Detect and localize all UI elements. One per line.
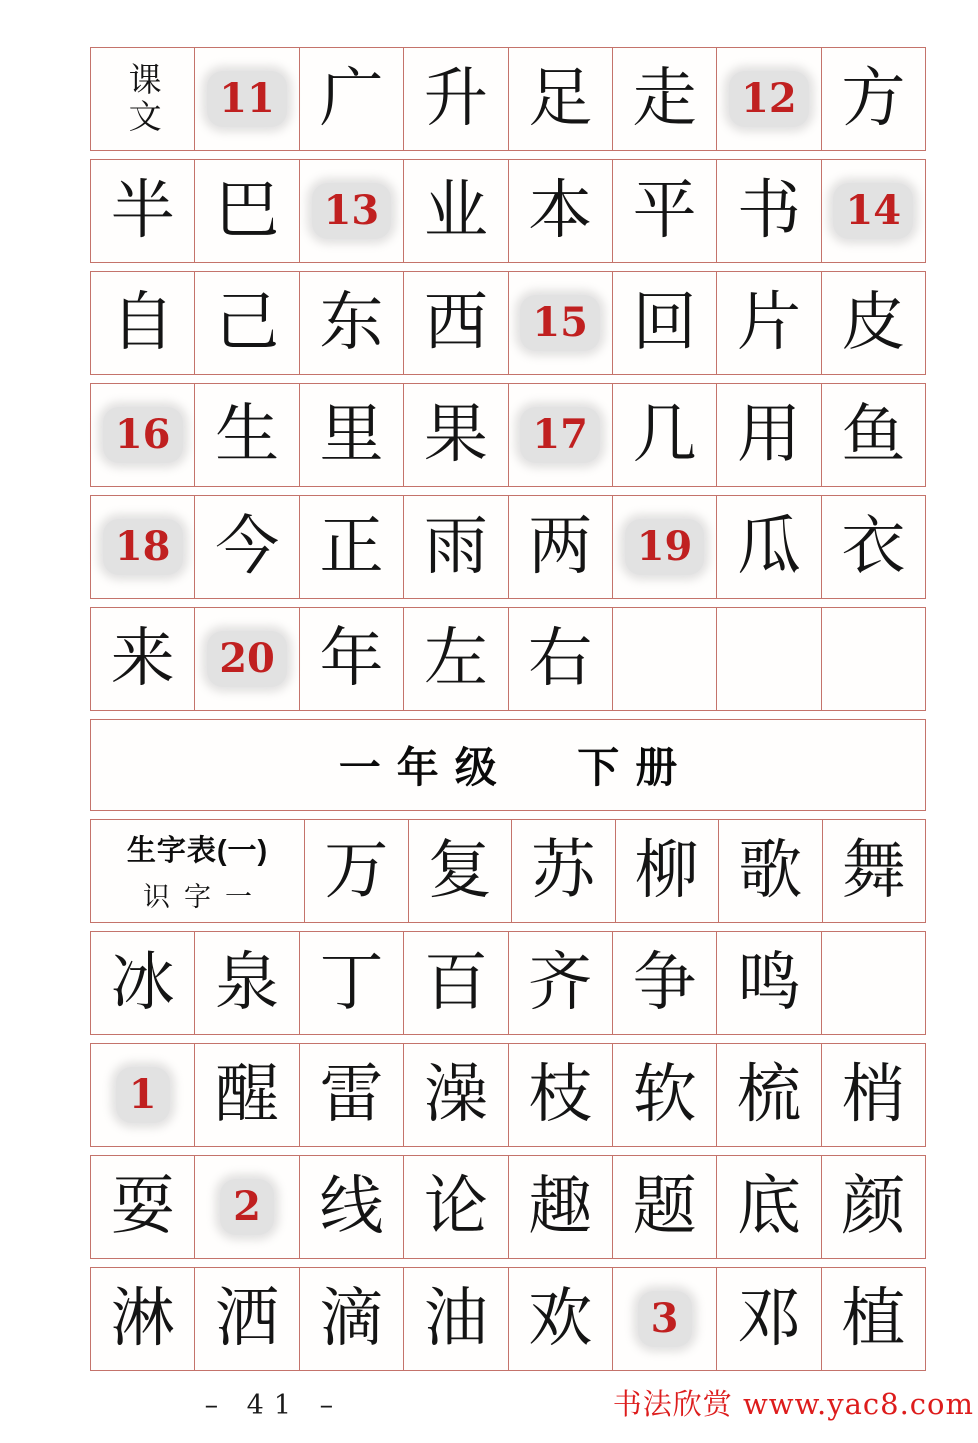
character-cell bbox=[404, 272, 508, 374]
character-glyph: 舞 bbox=[841, 834, 906, 908]
character-glyph: 本 bbox=[528, 174, 593, 248]
character-cell bbox=[195, 496, 299, 598]
character-glyph: 油 bbox=[423, 1282, 488, 1356]
character-glyph: 书 bbox=[736, 174, 801, 248]
character-cell bbox=[404, 496, 508, 598]
lesson-number-badge: 11 bbox=[207, 71, 287, 127]
character-glyph: 升 bbox=[423, 62, 488, 136]
character-cell bbox=[91, 608, 195, 710]
character-cell bbox=[613, 48, 717, 150]
lesson-number-badge: 15 bbox=[520, 295, 600, 351]
lesson-number-cell bbox=[300, 160, 404, 262]
character-cell bbox=[195, 160, 299, 262]
lesson-number-cell bbox=[822, 160, 925, 262]
character-glyph: 左 bbox=[423, 622, 488, 696]
lesson-number-badge: 12 bbox=[729, 71, 809, 127]
character-cell bbox=[717, 1156, 821, 1258]
character-glyph: 巴 bbox=[215, 174, 280, 248]
character-glyph: 植 bbox=[841, 1282, 906, 1356]
character-glyph: 梳 bbox=[736, 1058, 801, 1132]
character-cell bbox=[509, 932, 613, 1034]
character-glyph: 底 bbox=[736, 1170, 801, 1244]
lesson-number-cell bbox=[613, 496, 717, 598]
lesson-number-badge: 13 bbox=[312, 183, 392, 239]
character-glyph: 衣 bbox=[841, 510, 906, 584]
character-glyph: 滴 bbox=[319, 1282, 384, 1356]
character-cell bbox=[195, 272, 299, 374]
column-header-text: 课文 bbox=[123, 62, 163, 136]
character-glyph: 论 bbox=[423, 1170, 488, 1244]
lesson-number-badge: 20 bbox=[207, 631, 287, 687]
character-cell bbox=[404, 608, 508, 710]
character-cell bbox=[822, 496, 925, 598]
grid-row bbox=[90, 931, 926, 1035]
character-glyph: 苏 bbox=[531, 834, 596, 908]
character-cell bbox=[509, 1044, 613, 1146]
character-cell bbox=[717, 932, 821, 1034]
character-cell bbox=[822, 1156, 925, 1258]
character-glyph: 业 bbox=[423, 174, 488, 248]
empty-cell bbox=[822, 608, 925, 710]
wordlist-header-cell bbox=[91, 820, 305, 922]
grid-row bbox=[90, 819, 926, 923]
character-grid bbox=[90, 47, 926, 1371]
character-cell bbox=[613, 932, 717, 1034]
character-glyph: 复 bbox=[427, 834, 492, 908]
character-glyph: 雨 bbox=[423, 510, 488, 584]
character-cell bbox=[717, 496, 821, 598]
character-cell bbox=[91, 1156, 195, 1258]
character-glyph: 方 bbox=[841, 62, 906, 136]
character-cell bbox=[404, 932, 508, 1034]
character-glyph: 西 bbox=[423, 286, 488, 360]
character-glyph: 走 bbox=[632, 62, 697, 136]
character-cell bbox=[404, 1156, 508, 1258]
grid-row bbox=[90, 1267, 926, 1371]
grid-row bbox=[90, 495, 926, 599]
grid-row bbox=[90, 47, 926, 151]
lesson-number-cell bbox=[195, 608, 299, 710]
character-glyph: 瓜 bbox=[736, 510, 801, 584]
character-cell bbox=[613, 1156, 717, 1258]
grid-upper-section bbox=[90, 47, 926, 711]
character-glyph: 里 bbox=[319, 398, 384, 472]
character-cell bbox=[509, 1156, 613, 1258]
character-cell bbox=[404, 48, 508, 150]
character-glyph: 歌 bbox=[738, 834, 803, 908]
character-glyph: 题 bbox=[632, 1170, 697, 1244]
lesson-number-cell bbox=[613, 1268, 717, 1370]
lesson-number-badge: 14 bbox=[833, 183, 913, 239]
character-glyph: 年 bbox=[319, 622, 384, 696]
character-cell bbox=[822, 1044, 925, 1146]
character-glyph: 东 bbox=[319, 286, 384, 360]
character-cell bbox=[613, 272, 717, 374]
character-glyph: 己 bbox=[215, 286, 280, 360]
character-cell bbox=[613, 160, 717, 262]
character-glyph: 耍 bbox=[110, 1170, 175, 1244]
lesson-number-badge: 18 bbox=[103, 519, 183, 575]
character-glyph: 鱼 bbox=[841, 398, 906, 472]
character-cell bbox=[509, 48, 613, 150]
character-cell bbox=[823, 820, 926, 922]
character-cell bbox=[91, 1268, 195, 1370]
character-cell bbox=[512, 820, 616, 922]
character-glyph: 片 bbox=[736, 286, 801, 360]
character-glyph: 丁 bbox=[319, 946, 384, 1020]
grid-row bbox=[90, 271, 926, 375]
character-glyph: 皮 bbox=[841, 286, 906, 360]
character-cell bbox=[409, 820, 513, 922]
character-cell bbox=[300, 1268, 404, 1370]
character-cell bbox=[195, 1268, 299, 1370]
character-cell bbox=[509, 1268, 613, 1370]
character-cell bbox=[613, 384, 717, 486]
character-glyph: 澡 bbox=[423, 1058, 488, 1132]
character-cell bbox=[616, 820, 720, 922]
character-cell bbox=[305, 820, 409, 922]
character-cell bbox=[822, 1268, 925, 1370]
character-cell bbox=[91, 160, 195, 262]
character-glyph: 百 bbox=[423, 946, 488, 1020]
character-cell bbox=[300, 384, 404, 486]
character-glyph: 醒 bbox=[215, 1058, 280, 1132]
character-cell bbox=[91, 272, 195, 374]
character-glyph: 正 bbox=[319, 510, 384, 584]
character-cell bbox=[717, 1044, 821, 1146]
lesson-number-cell bbox=[717, 48, 821, 150]
character-glyph: 柳 bbox=[634, 834, 699, 908]
character-glyph: 淋 bbox=[110, 1282, 175, 1356]
wordlist-subtitle: 识字一 bbox=[143, 882, 266, 913]
lesson-number-cell bbox=[195, 48, 299, 150]
column-header-label bbox=[91, 48, 195, 150]
character-cell bbox=[300, 1044, 404, 1146]
character-cell bbox=[719, 820, 823, 922]
character-cell bbox=[300, 932, 404, 1034]
character-glyph: 梢 bbox=[841, 1058, 906, 1132]
character-glyph: 泉 bbox=[215, 946, 280, 1020]
character-glyph: 来 bbox=[110, 622, 175, 696]
character-cell bbox=[717, 272, 821, 374]
character-cell bbox=[300, 496, 404, 598]
character-glyph: 枝 bbox=[528, 1058, 593, 1132]
section-title-band bbox=[90, 719, 926, 811]
character-cell bbox=[717, 384, 821, 486]
lesson-number-badge: 1 bbox=[116, 1067, 170, 1123]
character-cell bbox=[822, 384, 925, 486]
empty-cell bbox=[822, 932, 925, 1034]
lesson-number-badge: 3 bbox=[638, 1291, 692, 1347]
character-glyph: 自 bbox=[110, 286, 175, 360]
grid-row bbox=[90, 1155, 926, 1259]
character-glyph: 今 bbox=[215, 510, 280, 584]
lesson-number-badge: 16 bbox=[103, 407, 183, 463]
character-glyph: 趣 bbox=[528, 1170, 593, 1244]
lesson-number-cell bbox=[509, 272, 613, 374]
character-cell bbox=[300, 272, 404, 374]
watermark-text: 书法欣赏 www.yac8.com bbox=[612, 1387, 974, 1421]
lesson-number-cell bbox=[195, 1156, 299, 1258]
character-glyph: 用 bbox=[736, 398, 801, 472]
character-cell bbox=[613, 1044, 717, 1146]
character-cell bbox=[404, 160, 508, 262]
character-cell bbox=[195, 932, 299, 1034]
grid-lower-section bbox=[90, 819, 926, 1371]
grid-row bbox=[90, 383, 926, 487]
grid-row bbox=[90, 607, 926, 711]
character-glyph: 冰 bbox=[110, 946, 175, 1020]
character-cell bbox=[91, 932, 195, 1034]
character-cell bbox=[300, 608, 404, 710]
character-glyph: 两 bbox=[528, 510, 593, 584]
character-cell bbox=[717, 160, 821, 262]
character-glyph: 半 bbox=[110, 174, 175, 248]
wordlist-title: 生字表(一) bbox=[126, 835, 269, 867]
character-glyph: 足 bbox=[528, 62, 593, 136]
character-cell bbox=[404, 384, 508, 486]
empty-cell bbox=[613, 608, 717, 710]
character-cell bbox=[404, 1268, 508, 1370]
character-glyph: 广 bbox=[319, 62, 384, 136]
character-glyph: 软 bbox=[632, 1058, 697, 1132]
character-cell bbox=[509, 608, 613, 710]
character-glyph: 几 bbox=[632, 398, 697, 472]
lesson-number-cell bbox=[91, 1044, 195, 1146]
character-glyph: 鸣 bbox=[736, 946, 801, 1020]
character-glyph: 齐 bbox=[528, 946, 593, 1020]
character-glyph: 果 bbox=[423, 398, 488, 472]
character-cell bbox=[509, 160, 613, 262]
lesson-number-cell bbox=[91, 496, 195, 598]
character-glyph: 欢 bbox=[528, 1282, 593, 1356]
character-glyph: 右 bbox=[528, 622, 593, 696]
character-glyph: 邓 bbox=[736, 1282, 801, 1356]
character-glyph: 平 bbox=[632, 174, 697, 248]
character-glyph: 颜 bbox=[841, 1170, 906, 1244]
section-title: 一年级 下册 bbox=[338, 743, 694, 792]
character-cell bbox=[509, 496, 613, 598]
empty-cell bbox=[717, 608, 821, 710]
character-glyph: 生 bbox=[215, 398, 280, 472]
character-glyph: 万 bbox=[324, 834, 389, 908]
character-cell bbox=[195, 1044, 299, 1146]
grid-row bbox=[90, 159, 926, 263]
grid-row bbox=[90, 1043, 926, 1147]
character-glyph: 回 bbox=[632, 286, 697, 360]
lesson-number-badge: 19 bbox=[625, 519, 705, 575]
character-cell bbox=[300, 1156, 404, 1258]
page-number: – 41 – bbox=[204, 1390, 344, 1421]
character-cell bbox=[717, 1268, 821, 1370]
lesson-number-cell bbox=[509, 384, 613, 486]
character-glyph: 雷 bbox=[319, 1058, 384, 1132]
character-cell bbox=[195, 384, 299, 486]
lesson-number-badge: 2 bbox=[220, 1179, 274, 1235]
character-glyph: 争 bbox=[632, 946, 697, 1020]
character-glyph: 洒 bbox=[215, 1282, 280, 1356]
character-cell bbox=[404, 1044, 508, 1146]
lesson-number-cell bbox=[91, 384, 195, 486]
lesson-number-badge: 17 bbox=[520, 407, 600, 463]
character-cell bbox=[300, 48, 404, 150]
character-glyph: 线 bbox=[319, 1170, 384, 1244]
character-cell bbox=[822, 272, 925, 374]
character-cell bbox=[822, 48, 925, 150]
